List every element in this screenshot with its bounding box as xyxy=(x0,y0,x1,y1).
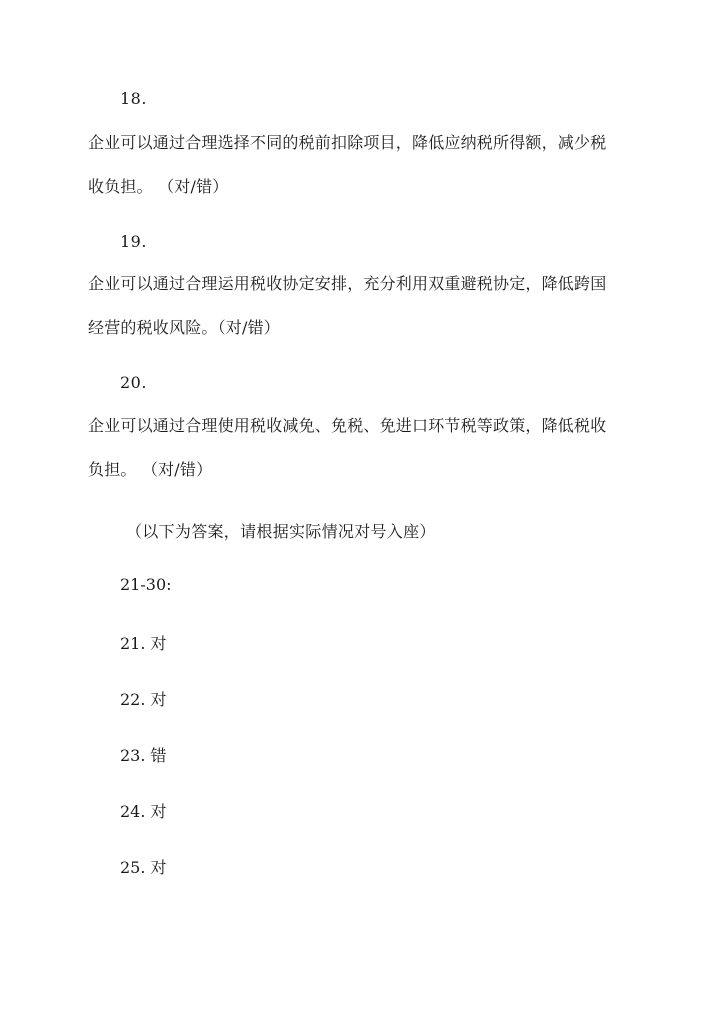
question-20-number: 20. xyxy=(120,373,147,392)
question-19-number: 19. xyxy=(120,232,147,251)
answer-range: 21-30: xyxy=(120,575,172,594)
question-18-line-1: 企业可以通过合理选择不同的税前扣除项目，降低应纳税所得额，减少税 xyxy=(88,133,607,152)
question-20-text xyxy=(88,404,648,492)
question-18-text xyxy=(88,121,648,209)
question-20-line-2: 负担。 （对/错） xyxy=(88,460,213,479)
answer-24: 24. 对 xyxy=(120,802,167,821)
question-18-number: 18. xyxy=(120,89,147,108)
answer-note: （以下为答案，请根据实际情况对号入座） xyxy=(126,522,436,541)
question-18-line-2: 收负担。 （对/错） xyxy=(88,177,229,196)
question-20-line-1: 企业可以通过合理使用税收减免、免税、免进口环节税等政策，降低税收 xyxy=(88,416,607,435)
question-19-line-1: 企业可以通过合理运用税收协定安排，充分利用双重避税协定，降低跨国 xyxy=(88,274,607,293)
answer-21: 21. 对 xyxy=(120,634,167,653)
question-19-text xyxy=(88,262,648,350)
question-19-line-2: 经营的税收风险。（对/错） xyxy=(88,318,280,337)
answer-25: 25. 对 xyxy=(120,858,167,877)
answer-23: 23. 错 xyxy=(120,746,167,765)
answer-22: 22. 对 xyxy=(120,690,167,709)
